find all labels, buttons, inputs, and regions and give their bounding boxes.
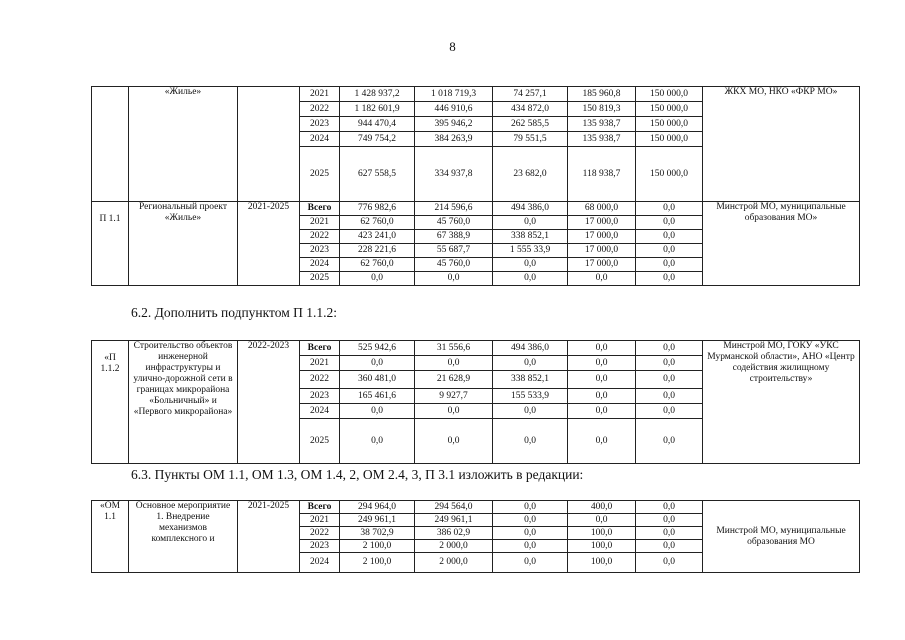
amount-cell: 0,0 — [493, 514, 568, 527]
amount-cell: 0,0 — [493, 527, 568, 540]
amount-cell: 135 938,7 — [568, 117, 636, 132]
amount-cell: 21 628,9 — [415, 371, 493, 389]
year-cell: 2025 — [300, 272, 340, 286]
amount-cell: 0,0 — [636, 501, 703, 514]
amount-cell: 0,0 — [340, 356, 415, 371]
amount-cell: 0,0 — [636, 258, 703, 272]
amount-cell: 1 182 601,9 — [340, 102, 415, 117]
amount-cell: 0,0 — [568, 356, 636, 371]
amount-cell: 0,0 — [636, 202, 703, 216]
year-cell: 2021 — [300, 87, 340, 102]
item-name-cell: Строительство объектов инженерной инфраструктуры и улично-дорожной сети в границах микрорайона «Больничный» и «Первого микрорайона» — [129, 341, 238, 464]
amount-cell: 423 241,0 — [340, 230, 415, 244]
amount-cell: 749 754,2 — [340, 132, 415, 147]
amount-cell: 150 000,0 — [636, 147, 703, 202]
executor-cell: Минстрой МО, ГОКУ «УКС Мурманской области», АНО «Центр содействия жилищному строительству» — [703, 341, 860, 464]
amount-cell: 776 982,6 — [340, 202, 415, 216]
amount-cell: 1 428 937,2 — [340, 87, 415, 102]
code-cell: П 1.1 — [92, 202, 129, 286]
amount-cell: 68 000,0 — [568, 202, 636, 216]
amount-cell: 0,0 — [636, 527, 703, 540]
executor-cell: ЖКХ МО, НКО «ФКР МО» — [703, 87, 860, 202]
amount-cell: 0,0 — [493, 272, 568, 286]
amount-cell: 185 960,8 — [568, 87, 636, 102]
year-cell: 2021 — [300, 514, 340, 527]
year-cell: 2025 — [300, 147, 340, 202]
code-cell: «П 1.1.2 — [92, 341, 129, 464]
amount-cell: 0,0 — [415, 419, 493, 464]
amount-cell: 0,0 — [493, 540, 568, 553]
amount-cell: 150 000,0 — [636, 117, 703, 132]
amount-cell: 150 000,0 — [636, 132, 703, 147]
table-row — [92, 202, 860, 216]
amount-cell: 0,0 — [568, 371, 636, 389]
year-cell: 2022 — [300, 102, 340, 117]
amount-cell: 155 533,9 — [493, 389, 568, 404]
amount-cell: 150 000,0 — [636, 87, 703, 102]
amount-cell: 0,0 — [636, 356, 703, 371]
section-heading-6-2: 6.2. Дополнить подпунктом П 1.1.2: — [131, 305, 338, 320]
amount-cell: 17 000,0 — [568, 216, 636, 230]
amount-cell: 0,0 — [493, 216, 568, 230]
amount-cell: 214 596,6 — [415, 202, 493, 216]
amount-cell: 38 702,9 — [340, 527, 415, 540]
amount-cell: 135 938,7 — [568, 132, 636, 147]
amount-cell: 494 386,0 — [493, 341, 568, 356]
year-cell: 2022 — [300, 371, 340, 389]
amount-cell: 525 942,6 — [340, 341, 415, 356]
amount-cell: 228 221,6 — [340, 244, 415, 258]
amount-cell: 62 760,0 — [340, 216, 415, 230]
amount-cell: 0,0 — [636, 553, 703, 573]
amount-cell: 118 938,7 — [568, 147, 636, 202]
year-cell: 2023 — [300, 540, 340, 553]
amount-cell: 262 585,5 — [493, 117, 568, 132]
table-row — [92, 341, 860, 356]
amount-cell: 294 964,0 — [340, 501, 415, 514]
amount-cell: 45 760,0 — [415, 258, 493, 272]
amount-cell: 0,0 — [636, 389, 703, 404]
year-cell: Всего — [300, 341, 340, 356]
amount-cell: 67 388,9 — [415, 230, 493, 244]
year-cell: 2024 — [300, 553, 340, 573]
amount-cell: 79 551,5 — [493, 132, 568, 147]
year-cell: 2023 — [300, 389, 340, 404]
amount-cell: 100,0 — [568, 540, 636, 553]
amount-cell: 0,0 — [415, 272, 493, 286]
amount-cell: 360 481,0 — [340, 371, 415, 389]
executor-cell: Минстрой МО, муниципальные образования МО» — [703, 202, 860, 286]
page-number: 8 — [449, 39, 456, 54]
amount-cell: 31 556,6 — [415, 341, 493, 356]
amount-cell: 0,0 — [636, 216, 703, 230]
year-cell: 2022 — [300, 527, 340, 540]
amount-cell: 0,0 — [636, 244, 703, 258]
amount-cell: 0,0 — [636, 514, 703, 527]
amount-cell: 338 852,1 — [493, 371, 568, 389]
amount-cell: 2 000,0 — [415, 553, 493, 573]
year-cell: 2021 — [300, 216, 340, 230]
amount-cell: 0,0 — [493, 553, 568, 573]
amount-cell: 294 564,0 — [415, 501, 493, 514]
year-cell: 2022 — [300, 230, 340, 244]
amount-cell: 0,0 — [568, 514, 636, 527]
amount-cell: 0,0 — [415, 404, 493, 419]
amount-cell: 0,0 — [340, 419, 415, 464]
amount-cell: 165 461,6 — [340, 389, 415, 404]
amount-cell: 334 937,8 — [415, 147, 493, 202]
amount-cell: 0,0 — [493, 258, 568, 272]
amount-cell: 2 100,0 — [340, 553, 415, 573]
item-name-cell: Региональный проект «Жилье» — [129, 202, 238, 286]
amount-cell: 0,0 — [636, 230, 703, 244]
year-cell: 2024 — [300, 404, 340, 419]
year-cell: 2024 — [300, 132, 340, 147]
amount-cell: 494 386,0 — [493, 202, 568, 216]
amount-cell: 0,0 — [568, 341, 636, 356]
amount-cell: 249 961,1 — [340, 514, 415, 527]
year-cell: 2024 — [300, 258, 340, 272]
amount-cell: 0,0 — [493, 501, 568, 514]
executor-cell: Минстрой МО, муниципальные образования МО — [703, 501, 860, 573]
period-cell: 2022-2023 — [238, 341, 300, 464]
subitem-table-p-1-1-2 — [91, 340, 860, 464]
amount-cell: 100,0 — [568, 553, 636, 573]
year-cell: Всего — [300, 202, 340, 216]
amount-cell: 23 682,0 — [493, 147, 568, 202]
amount-cell: 150 819,3 — [568, 102, 636, 117]
amount-cell: 627 558,5 — [340, 147, 415, 202]
amount-cell: 45 760,0 — [415, 216, 493, 230]
table-row — [92, 501, 860, 514]
amount-cell: 386 02,9 — [415, 527, 493, 540]
period-cell: 2021-2025 — [238, 501, 300, 573]
period-cell: 2021-2025 — [238, 202, 300, 286]
amount-cell: 2 100,0 — [340, 540, 415, 553]
amount-cell: 17 000,0 — [568, 230, 636, 244]
amount-cell: 395 946,2 — [415, 117, 493, 132]
amount-cell: 0,0 — [636, 371, 703, 389]
code-cell: «ОМ 1.1 — [92, 501, 129, 573]
amount-cell: 150 000,0 — [636, 102, 703, 117]
amount-cell: 0,0 — [340, 404, 415, 419]
amount-cell: 0,0 — [636, 272, 703, 286]
code-cell — [92, 87, 129, 202]
amount-cell: 446 910,6 — [415, 102, 493, 117]
amount-cell: 62 760,0 — [340, 258, 415, 272]
amount-cell: 434 872,0 — [493, 102, 568, 117]
item-name-cell: Основное мероприятие 1. Внедрение механизмов комплексного и — [129, 501, 238, 573]
amount-cell: 0,0 — [636, 341, 703, 356]
amount-cell: 2 000,0 — [415, 540, 493, 553]
program-name-cell: «Жилье» — [129, 87, 238, 202]
amount-cell: 0,0 — [493, 419, 568, 464]
year-cell: Всего — [300, 501, 340, 514]
amount-cell: 9 927,7 — [415, 389, 493, 404]
amount-cell: 0,0 — [568, 389, 636, 404]
amount-cell: 74 257,1 — [493, 87, 568, 102]
amount-cell: 100,0 — [568, 527, 636, 540]
amount-cell: 338 852,1 — [493, 230, 568, 244]
year-cell: 2021 — [300, 356, 340, 371]
amount-cell: 0,0 — [340, 272, 415, 286]
amount-cell: 400,0 — [568, 501, 636, 514]
item-table-om-1-1 — [91, 500, 860, 573]
period-cell — [238, 87, 300, 202]
amount-cell: 1 018 719,3 — [415, 87, 493, 102]
amount-cell: 0,0 — [493, 404, 568, 419]
amount-cell: 0,0 — [568, 272, 636, 286]
section-heading-6-3: 6.3. Пункты ОМ 1.1, ОМ 1.3, ОМ 1.4, 2, ОМ 2.4, 3, П 3.1 изложить в редакции: — [131, 467, 584, 482]
amount-cell: 55 687,7 — [415, 244, 493, 258]
amount-cell: 0,0 — [415, 356, 493, 371]
amount-cell: 944 470,4 — [340, 117, 415, 132]
amount-cell: 384 263,9 — [415, 132, 493, 147]
amount-cell: 0,0 — [493, 356, 568, 371]
amount-cell: 17 000,0 — [568, 258, 636, 272]
amount-cell: 0,0 — [636, 419, 703, 464]
program-table-zhilye — [91, 86, 860, 286]
amount-cell: 1 555 33,9 — [493, 244, 568, 258]
amount-cell: 17 000,0 — [568, 244, 636, 258]
amount-cell: 0,0 — [636, 540, 703, 553]
amount-cell: 0,0 — [568, 419, 636, 464]
amount-cell: 0,0 — [568, 404, 636, 419]
year-cell: 2023 — [300, 244, 340, 258]
amount-cell: 0,0 — [636, 404, 703, 419]
year-cell: 2023 — [300, 117, 340, 132]
table-row — [92, 87, 860, 102]
amount-cell: 249 961,1 — [415, 514, 493, 527]
year-cell: 2025 — [300, 419, 340, 464]
